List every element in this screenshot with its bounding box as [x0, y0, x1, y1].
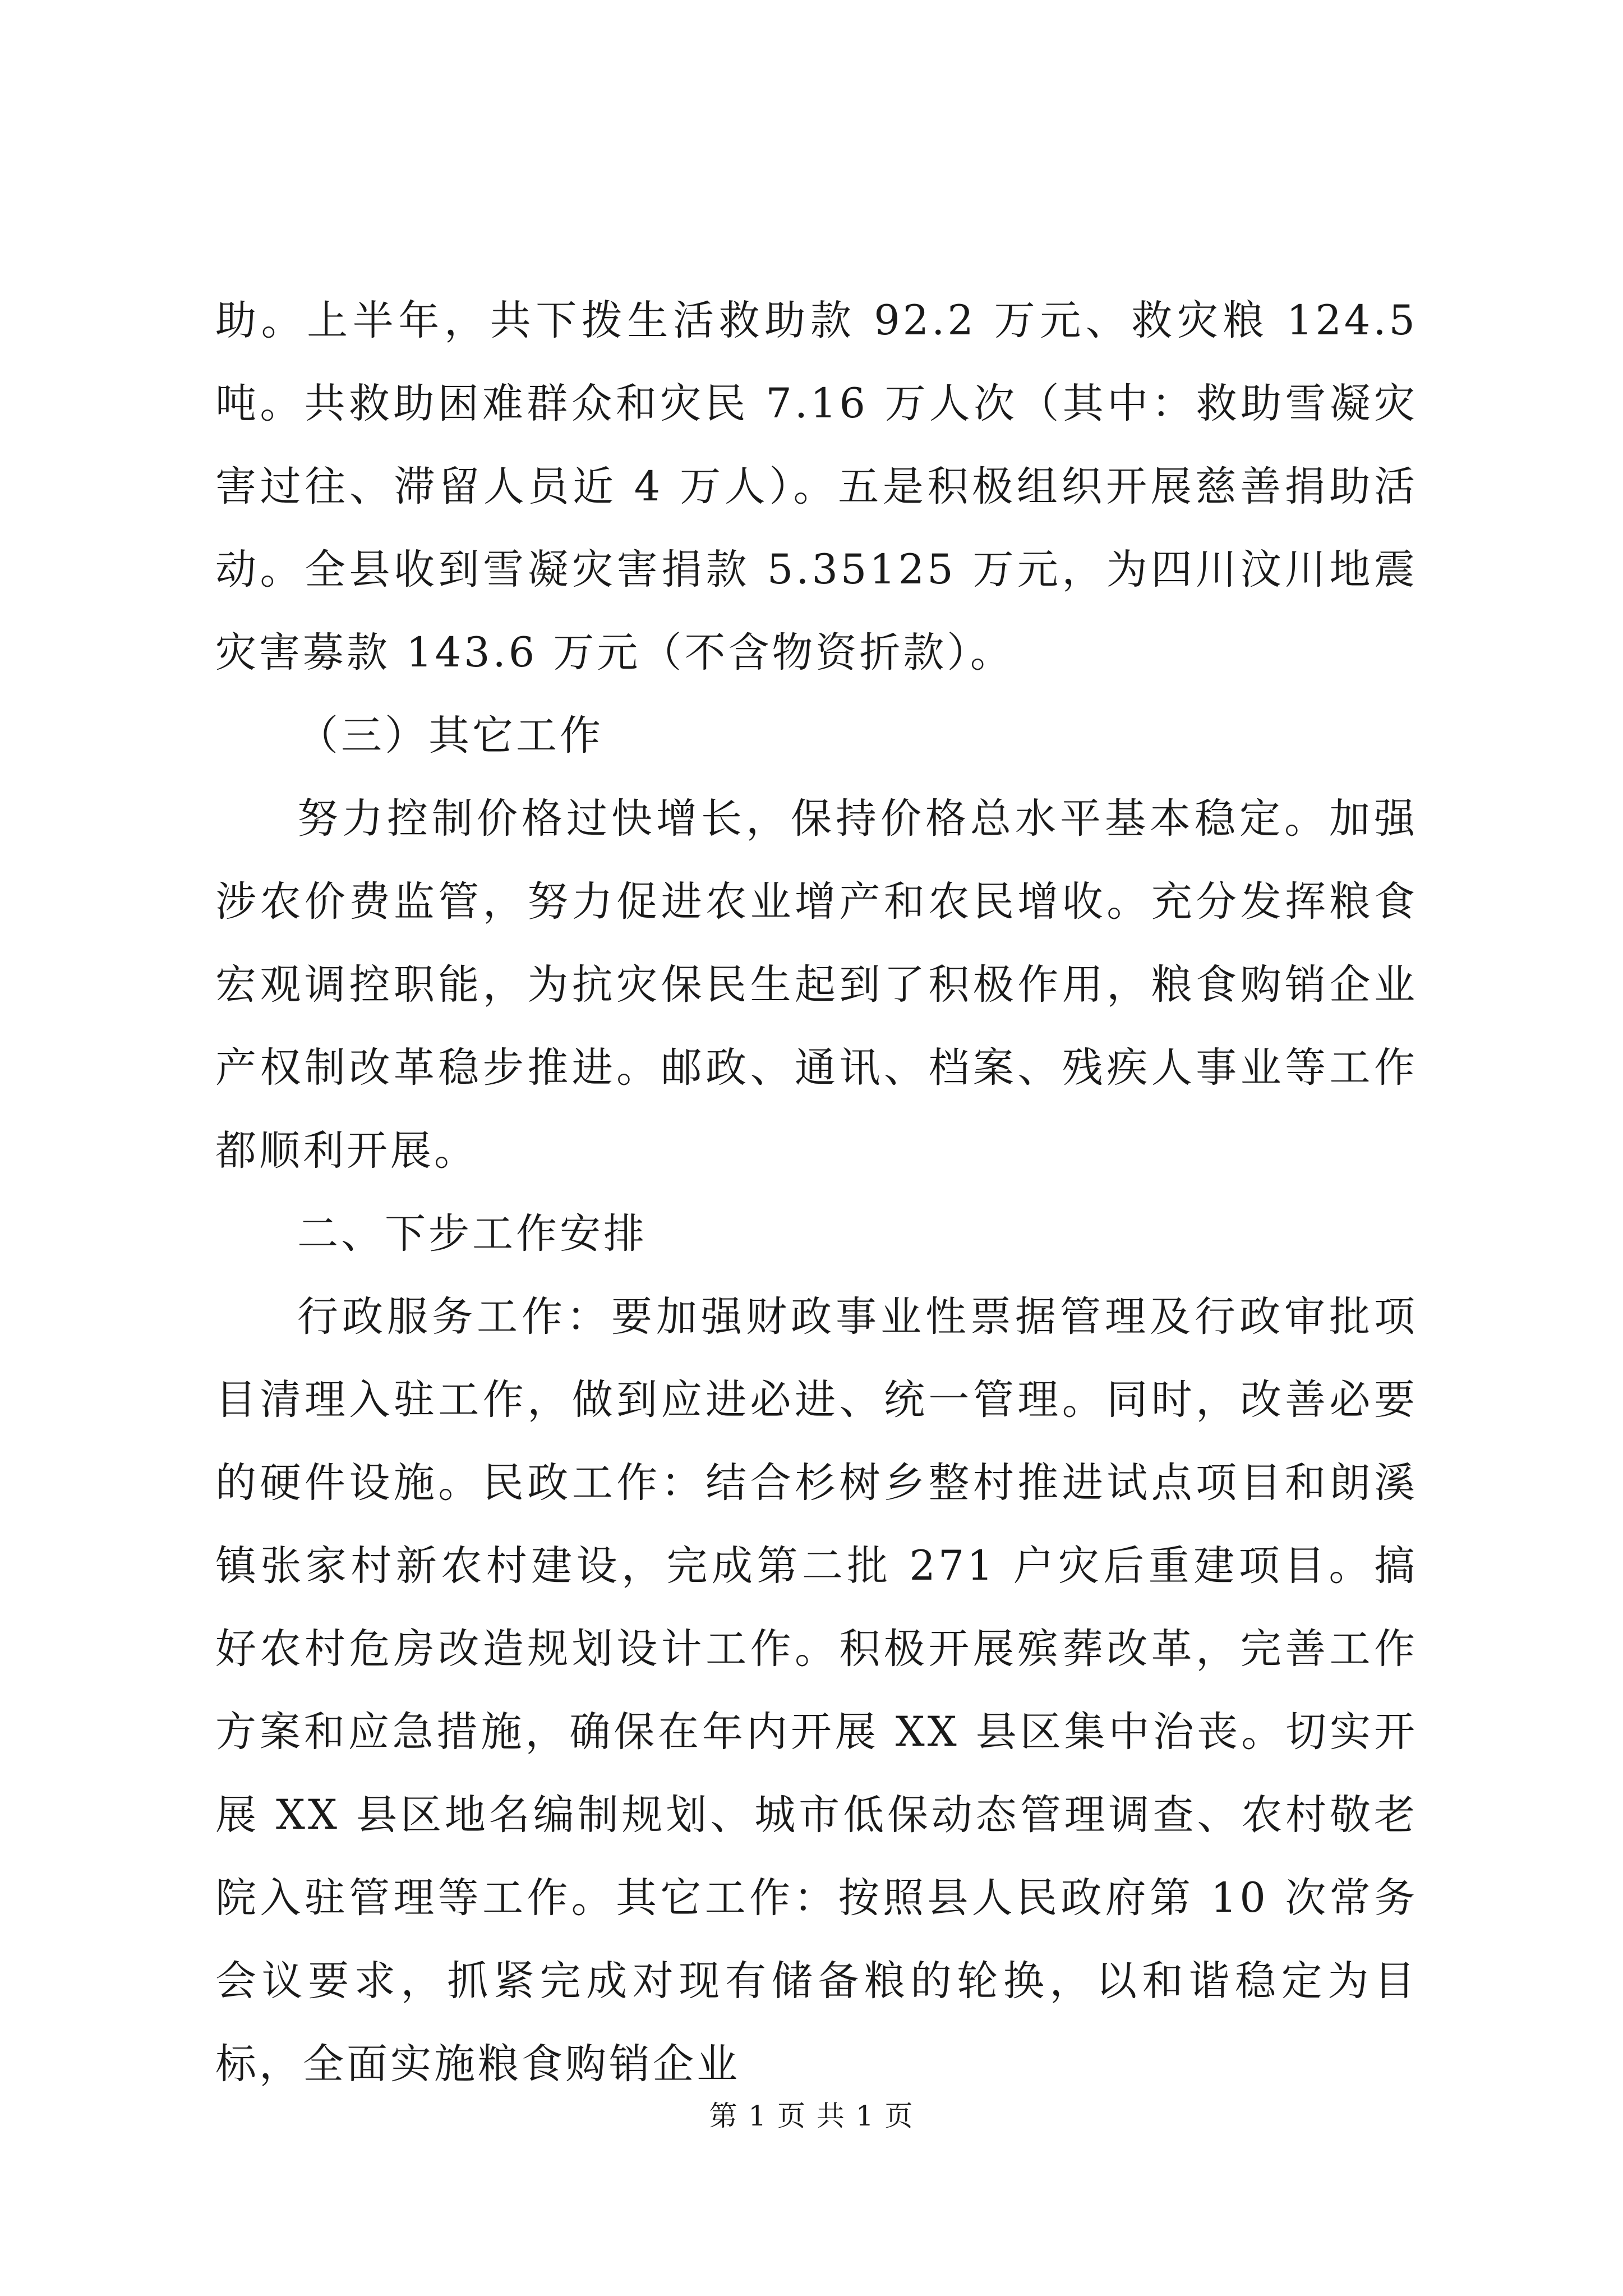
paragraph-price-control: 努力控制价格过快增长，保持价格总水平基本稳定。加强涉农价费监管，努力促进农业增产和农民增收。充分发挥粮食宏观调控职能，为抗灾保民生起到了积极作用，粮食购销企业产权制改革稳步推进。邮政、通讯、档案、残疾人事业等工作都顺利开展。	[215, 795, 1418, 1175]
paragraph-1: 助。上半年，共下拨生活救助款 92.2 万元、救灾粮 124.5 吨。共救助困难群众和灾民 7.16 万人次（其中：救助雪凝灾害过往、滞留人员近 4 万人）。五是积极组织开展慈善捐助活动。全县收到雪凝灾害捐款 5.35125 万元，为四川汶川地震灾害募款 143.6 万元（不含物资折款）。	[215, 297, 1418, 677]
section-heading-next-steps: 二、下步工作安排	[297, 1210, 647, 1258]
document-body	[215, 279, 1418, 2106]
paragraph-work-plan: 行政服务工作：要加强财政事业性票据管理及行政审批项目清理入驻工作，做到应进必进、统一管理。同时，改善必要的硬件设施。民政工作：结合杉树乡整村推进试点项目和朗溪镇张家村新农村建设，完成第二批 271 户灾后重建项目。搞好农村危房改造规划设计工作。积极开展殡葬改革，完善工作方案和应急措施，确保在年内开展 XX 县区集中治丧。切实开展 XX 县区地名编制规划、城市低保动态管理调查、农村敬老院入驻管理等工作。其它工作：按照县人民政府第 10 次常务会议要求，抓紧完成对现有储备粮的轮换，以和谐稳定为目标，全面实施粮食购销企业	[215, 1293, 1418, 2088]
section-heading-other-work: （三）其它工作	[297, 712, 603, 760]
page-footer: 第 1 页 共 1 页	[709, 2100, 914, 2132]
